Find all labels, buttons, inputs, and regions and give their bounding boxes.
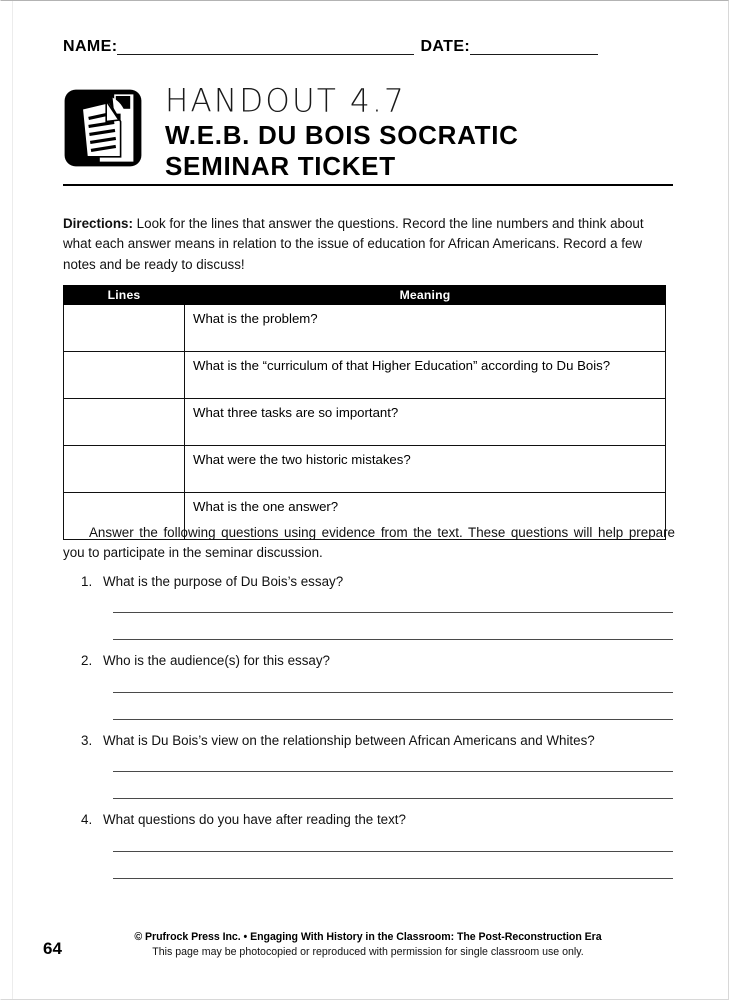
handout-number: HANDOUT 4.7 [165,82,406,120]
cell-meaning: What is the “curriculum of that Higher Education” according to Du Bois? [185,352,666,399]
question-item [81,573,675,640]
table-row [64,352,666,399]
questions-list [81,573,675,891]
cell-meaning: What three tasks are so important? [185,399,666,446]
column-header-meaning: Meaning [185,286,666,305]
question-item [81,652,675,719]
question-text: What is the purpose of Du Bois’s essay? [103,574,344,589]
page-edge-line [12,1,13,1000]
question-item [81,732,675,799]
answer-line[interactable] [113,771,673,772]
column-header-lines: Lines [64,286,185,305]
table-head [64,286,666,305]
table-row [64,399,666,446]
table-row [64,446,666,493]
question-number: 1. [81,574,93,589]
name-date-row [63,31,673,57]
cell-lines[interactable] [64,305,185,352]
cell-meaning: What is the problem? [185,305,666,352]
answer-line[interactable] [113,612,673,613]
footer-permission: This page may be photocopied or reproduced with permission for single classroom use only. [152,946,584,958]
document-pages-icon [63,87,143,169]
directions-text: Look for the lines that answer the questions. Record the line numbers and think about what each answer means in relation to the issue of education for African Americans. Record a few notes and be ready to discuss! [63,216,644,272]
cell-lines[interactable] [64,352,185,399]
question-item [81,811,675,878]
table-body [64,305,666,540]
cell-meaning: What were the two historic mistakes? [185,446,666,493]
table-row [64,305,666,352]
handout-title [165,120,519,181]
question-number: 3. [81,732,93,748]
date-label: DATE: [420,38,471,55]
instructions-paragraph: Answer the following questions using evidence from the text. These questions will help prepare you to participate in the seminar discussion. [63,525,675,561]
name-label: NAME: [63,38,118,55]
page-number: 64 [43,939,62,958]
directions-label: Directions: [63,216,133,231]
answer-line[interactable] [113,692,673,693]
question-number: 2. [81,653,93,669]
answer-line[interactable] [113,878,673,879]
question-text: Who is the audience(s) for this essay? [103,653,331,669]
answer-line[interactable] [113,639,673,640]
answer-line[interactable] [113,719,673,720]
handout-header [63,82,673,182]
directions-paragraph [63,214,675,275]
handout-titles [165,82,519,182]
cell-lines[interactable] [64,399,185,446]
footer-copyright: © Prufrock Press Inc. • Engaging With History in the Classroom: The Post-Reconstruction Era [134,931,602,943]
lines-meaning-table [63,285,666,540]
question-number: 4. [81,812,93,828]
cell-lines[interactable] [64,446,185,493]
header-divider-rule [63,184,673,186]
table-header-row [64,286,666,305]
question-text: What questions do you have after reading the text? [103,812,406,828]
handout-title-line2: SEMINAR TICKET [165,150,396,181]
question-text: What is Du Bois’s view on the relationship between African Americans and Whites? [103,732,595,748]
handout-title-line1: W.E.B. DU BOIS SOCRATIC [165,120,519,151]
name-write-line[interactable] [117,54,414,55]
date-write-line[interactable] [470,54,598,55]
page-footer [63,931,673,958]
answer-line[interactable] [113,798,673,799]
answer-line[interactable] [113,851,673,852]
cell-meaning: What is the one answer? [185,493,666,540]
